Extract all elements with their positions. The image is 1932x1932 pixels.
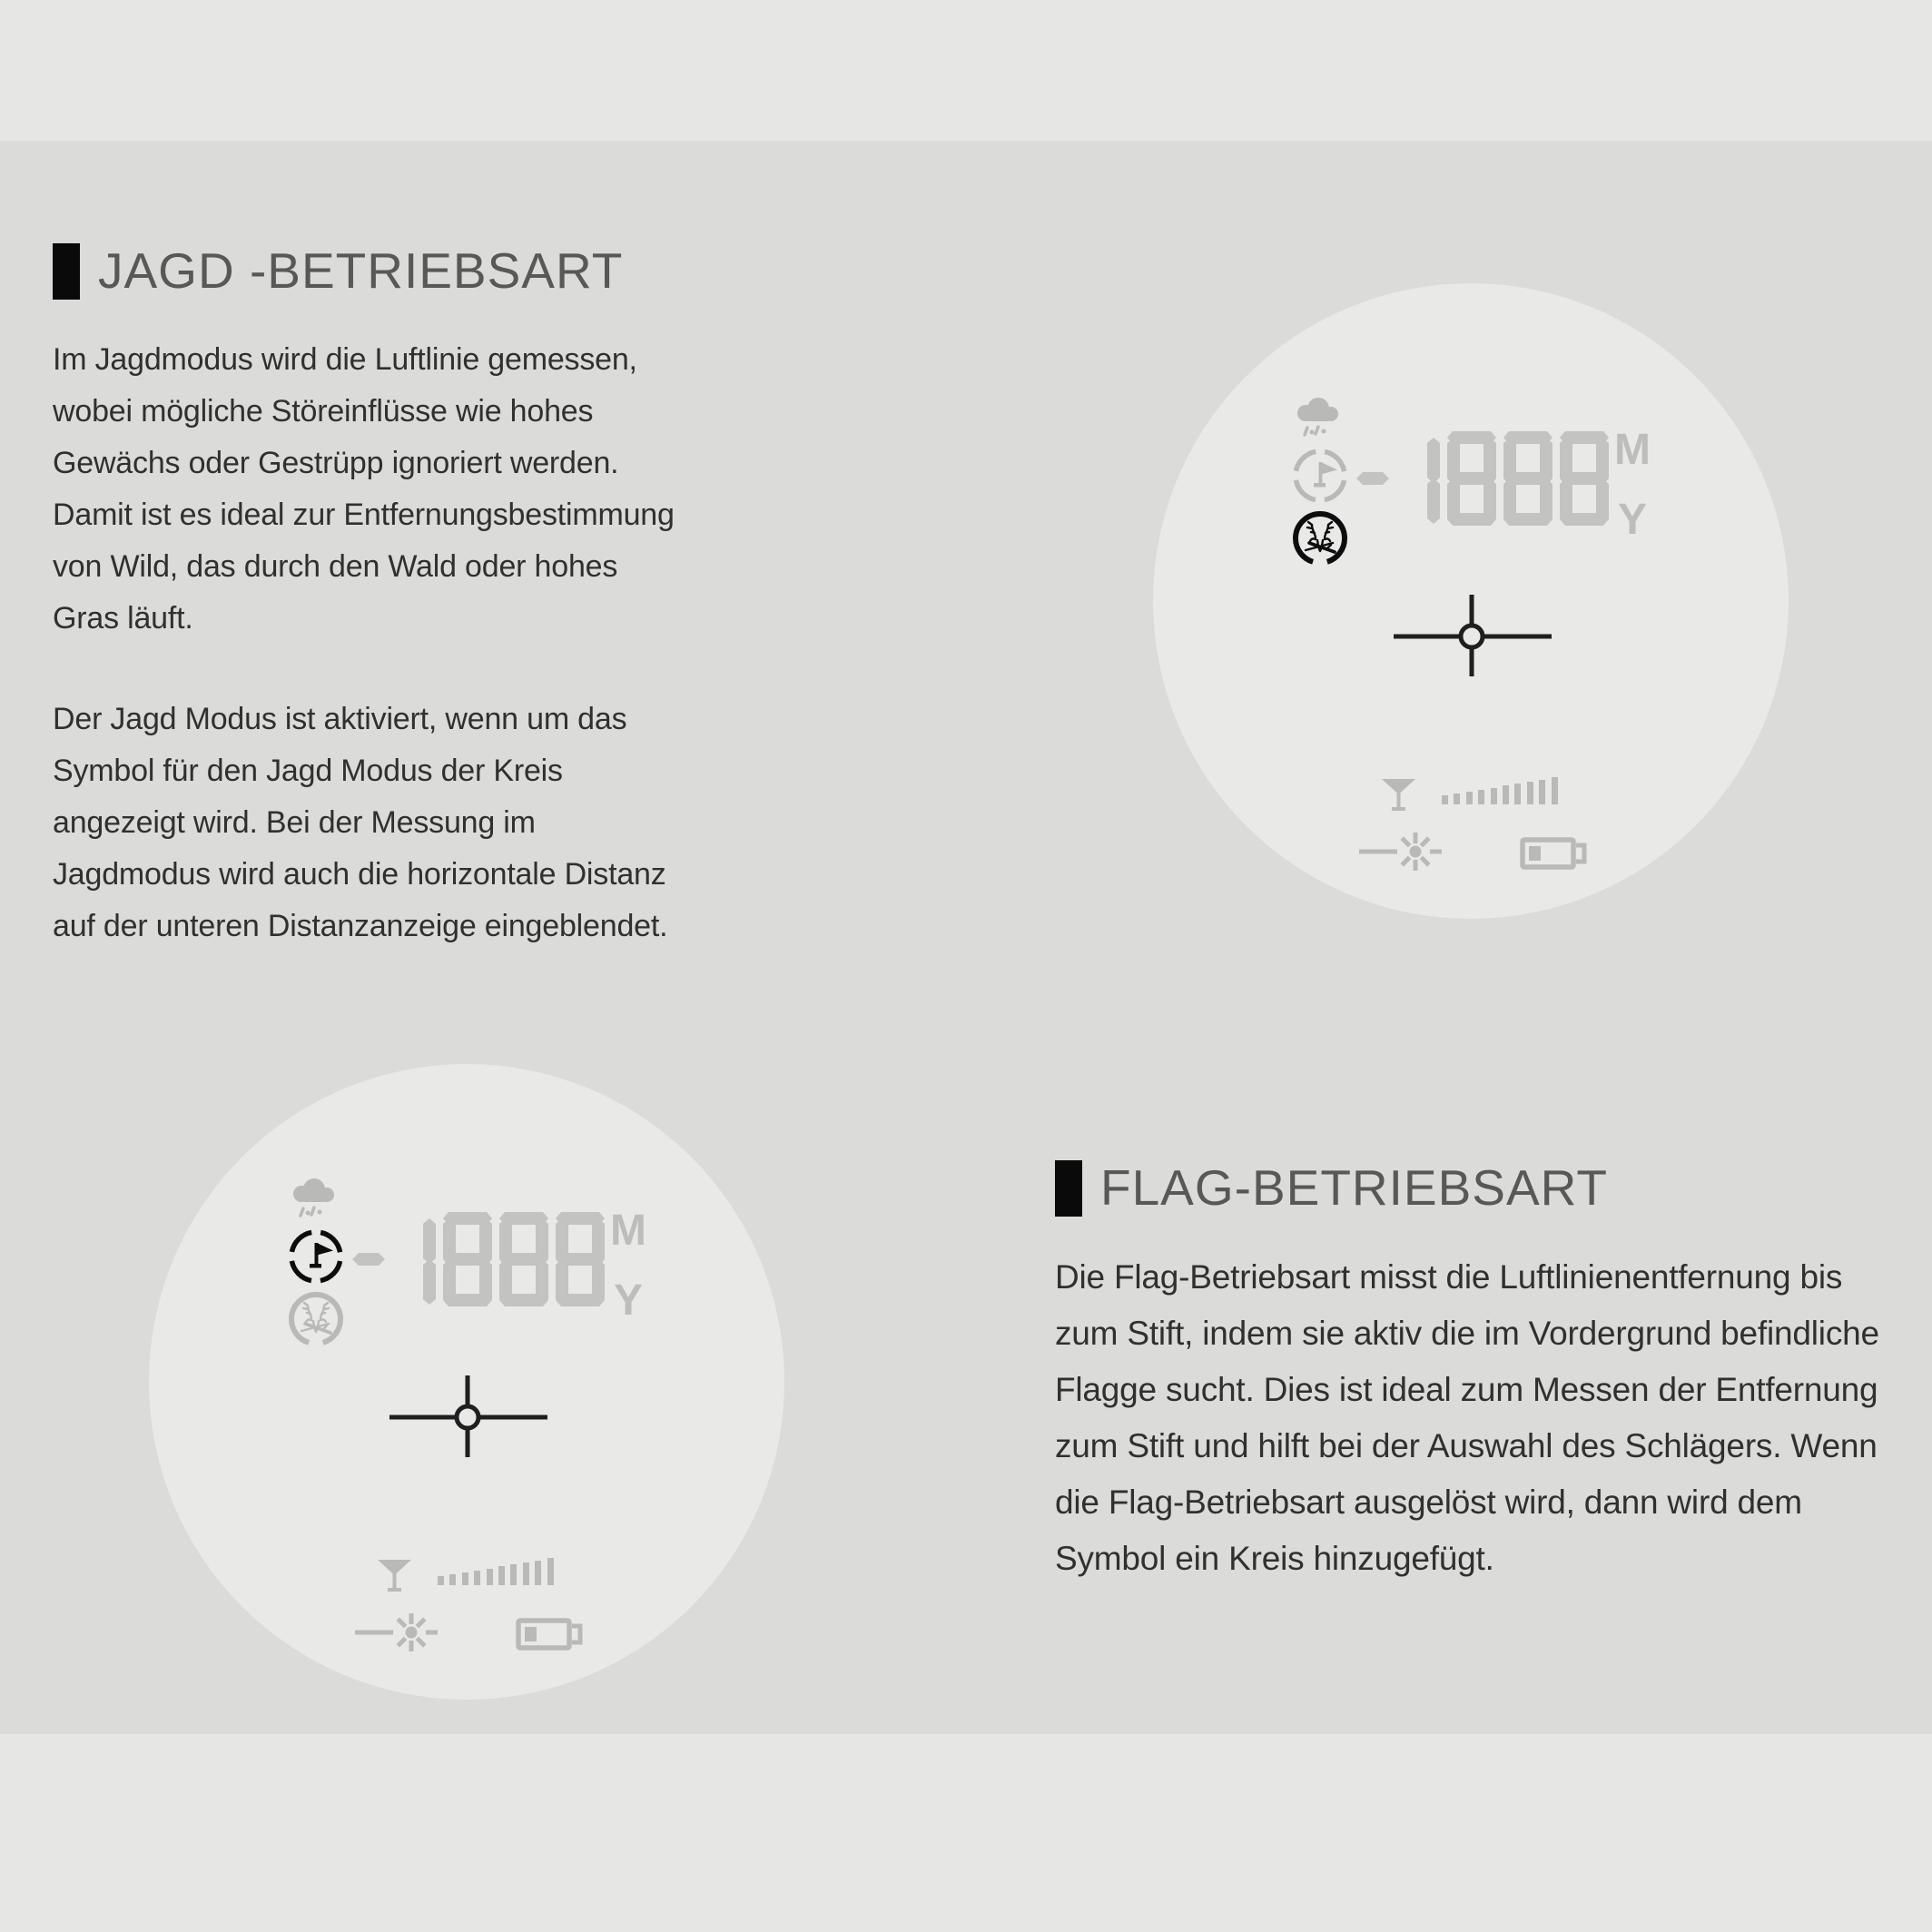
unit-yards-label: Y — [1618, 496, 1648, 544]
unit-yards-label: Y — [614, 1276, 644, 1325]
top-margin-band — [0, 0, 1932, 141]
flag-paragraph-1: Die Flag-Betriebsart misst die Luftlinienentfernung bis zum Stift, indem sie aktiv die im Vordergrund befindliche Flagge sucht. Dies ist ideal zum Messen der Entfernung zum Stift und hilft bei der Auswahl des Schlägers. Wenn die Flag-Betriebsart ausgelöst wird, dann wird dem Symbol ein Kreis hinzugefügt. — [1055, 1258, 1879, 1577]
section-bullet — [1055, 1160, 1082, 1217]
jagd-paragraph-1: Im Jagdmodus wird die Luftlinie gemessen, wobei mögliche Störeinflüsse wie hohes Gewächs oder Gestrüpp ignoriert werden. Damit ist es ideal zur Entfernungsbestimmung von Wild, das durch den Wald oder hohes Gras läuft. — [53, 342, 675, 636]
bottom-margin-band — [0, 1734, 1932, 1932]
jagd-section-title: JAGD -BETRIEBSART — [98, 242, 624, 299]
jagd-paragraph-2: Der Jagd Modus ist aktiviert, wenn um das Symbol für den Jagd Modus der Kreis angezeigt wird. Bei der Messung im Jagdmodus wird auch die horizontale Distanz auf der unteren Distanzanzeige eingeblendet. — [53, 702, 668, 943]
jagd-heading — [53, 242, 688, 300]
rangefinder-display-jagd — [1153, 283, 1789, 919]
section-jagd — [53, 242, 688, 952]
flag-section-title: FLAG-BETRIEBSART — [1100, 1159, 1608, 1216]
unit-meters-label: M — [610, 1207, 646, 1255]
flag-heading — [1055, 1158, 1883, 1217]
unit-meters-label: M — [1614, 426, 1651, 474]
section-flag — [1055, 1158, 1883, 1587]
rangefinder-display-flag — [149, 1064, 784, 1700]
section-bullet — [53, 243, 80, 300]
